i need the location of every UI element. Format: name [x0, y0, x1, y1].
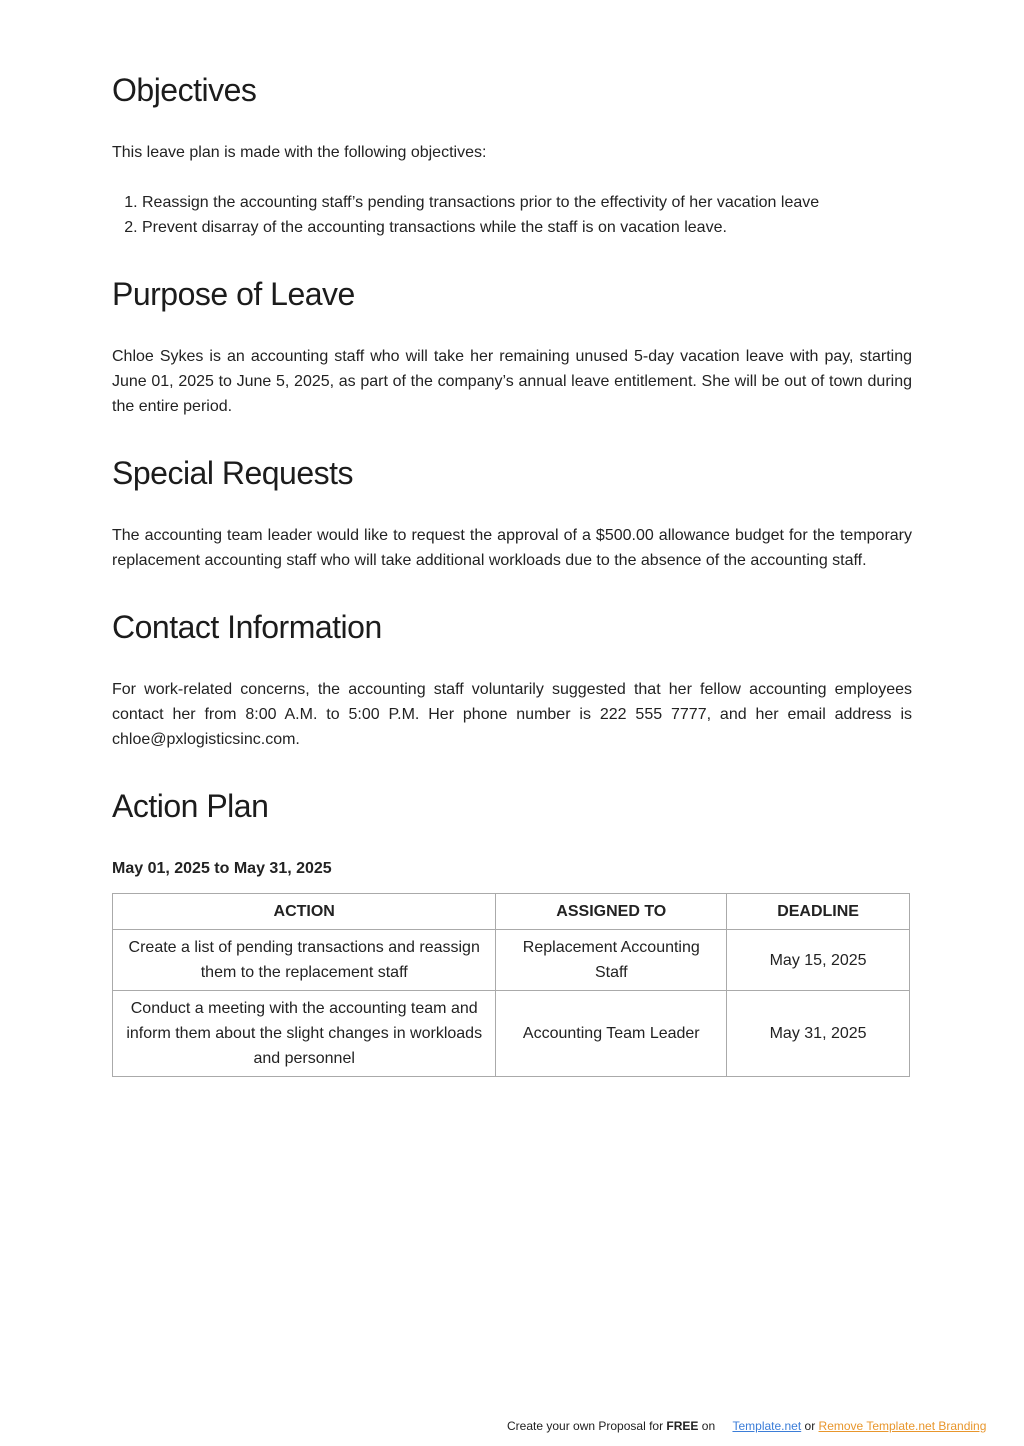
template-net-link[interactable]: Template.net — [732, 1419, 802, 1433]
objectives-list — [112, 190, 912, 240]
footer-on: on — [698, 1419, 716, 1433]
action-plan-heading: Action Plan — [112, 788, 269, 824]
purpose-text: Chloe Sykes is an accounting staff who will take her remaining unused 5-day vacation leave with pay, starting June 01, 2025 to June 5, 2025, as part of the company’s annual leave entitlement. She will be out of town during the entire period. — [112, 348, 912, 415]
footer-banner — [507, 1419, 986, 1433]
contact-text: For work-related concerns, the accounting staff voluntarily suggested that her fellow accounting employees contact her from 8:00 A.M. to 5:00 P.M. Her phone number is 222 555 7777, and her email address is chloe@pxlogisticsinc.com. — [112, 681, 912, 748]
date-range: May 01, 2025 to May 31, 2025 — [112, 860, 332, 877]
list-item: 2. Prevent disarray of the accounting transactions while the staff is on vacation leave. — [142, 215, 912, 240]
cell-assigned-to: Replacement Accounting Staff — [496, 930, 727, 991]
cell-action: Create a list of pending transactions and reassign them to the replacement staff — [113, 930, 496, 991]
objectives-intro: This leave plan is made with the following objectives: — [112, 144, 487, 161]
cell-assigned-to: Accounting Team Leader — [496, 991, 727, 1077]
table-row — [113, 991, 910, 1077]
action-plan-table — [112, 893, 910, 1077]
objectives-heading: Objectives — [112, 72, 257, 108]
document — [112, 70, 912, 1077]
list-item: 1. Reassign the accounting staff’s pending transactions prior to the effectivity of her vacation leave — [142, 190, 912, 215]
contact-heading: Contact Information — [112, 609, 382, 645]
header-assigned-to: ASSIGNED TO — [496, 894, 727, 930]
table-row — [113, 930, 910, 991]
header-deadline: DEADLINE — [727, 894, 910, 930]
remove-branding-link[interactable]: Remove Template.net Branding — [818, 1419, 987, 1433]
header-action: ACTION — [113, 894, 496, 930]
cell-deadline: May 15, 2025 — [727, 930, 910, 991]
footer-free: FREE — [666, 1419, 699, 1433]
special-requests-heading: Special Requests — [112, 455, 354, 491]
footer-text: Create your own Proposal for — [507, 1419, 667, 1433]
cell-action: Conduct a meeting with the accounting team and inform them about the slight changes in workloads and personnel — [113, 991, 496, 1077]
purpose-heading: Purpose of Leave — [112, 276, 355, 312]
table-header-row — [113, 894, 910, 930]
cell-deadline: May 31, 2025 — [727, 991, 910, 1077]
special-requests-text: The accounting team leader would like to request the approval of a $500.00 allowance budget for the temporary replacement accounting staff who will take additional workloads due to the absence of the accounting staff. — [112, 527, 912, 569]
footer-or: or — [801, 1419, 819, 1433]
